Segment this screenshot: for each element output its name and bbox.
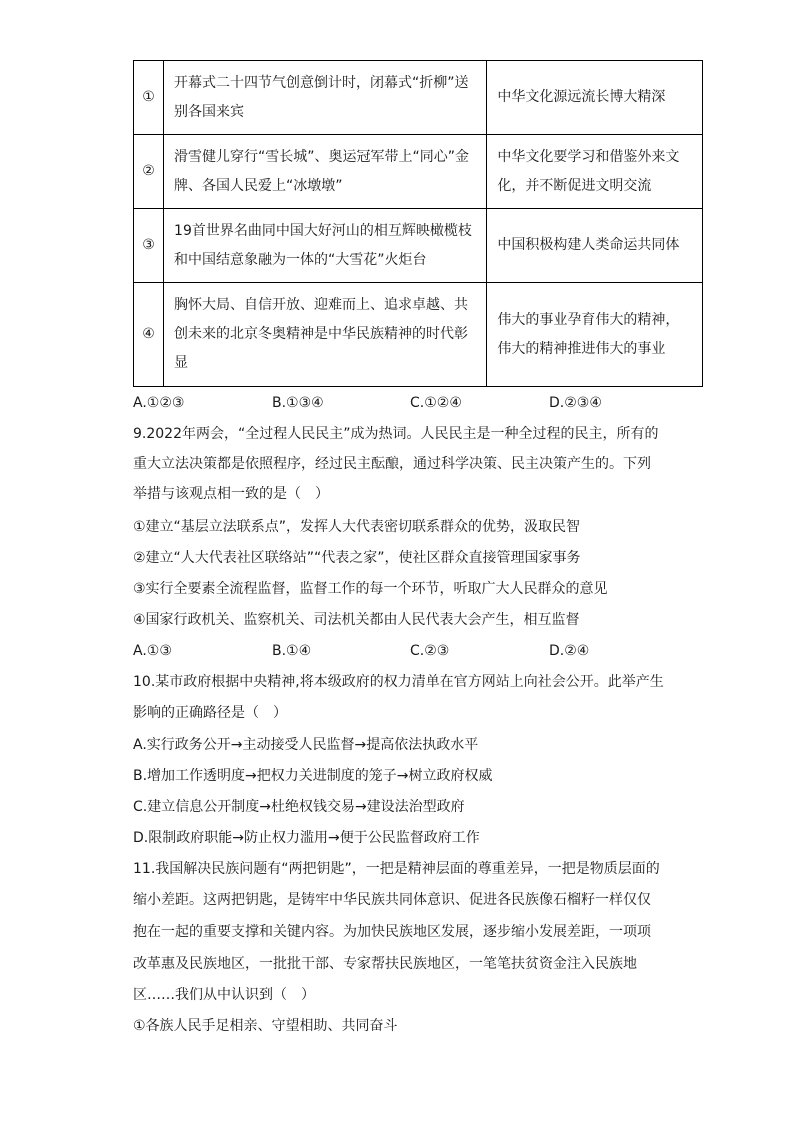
- question-11-stem: 抱在一起的重要支撑和关键内容。为加快民族地区发展，逐步缩小发展差距，一项项: [133, 924, 651, 940]
- question-9-statement: ③实行全要素全流程监督，监督工作的每一个环节，听取广大人民群众的意见: [133, 581, 608, 597]
- option-a[interactable]: A.实行政务公开→主动接受人民监督→提高依法执政水平: [133, 737, 479, 753]
- row-event: 胸怀大局、自信开放、迎难而上、追求卓越、共创未来的北京冬奥精神是中华民族精神的时代彰显: [164, 283, 487, 387]
- question-8-options: [133, 391, 713, 415]
- table-row: [134, 283, 703, 387]
- row-number: ④: [134, 283, 164, 387]
- question-11-stem: 缩小差距。这两把钥匙，是铸牢中华民族共同体意识、促进各民族像石榴籽一样仅仅: [133, 892, 651, 908]
- question-8-table: [133, 60, 703, 387]
- option-d[interactable]: D.②③④: [549, 395, 602, 411]
- row-event: 19首世界名曲同中国大好河山的相互辉映橄榄枝和中国结意象融为一体的“大雪花”火炬台: [164, 209, 487, 283]
- row-meaning: 中华文化要学习和借鉴外来文化，并不断促进文明交流: [487, 135, 703, 209]
- question-9-stem: 9.2022年两会，“全过程人民民主”成为热词。人民民主是一种全过程的民主，所有的: [133, 426, 659, 442]
- question-9-statement: ②建立“人大代表社区联络站”“代表之家”，使社区群众直接管理国家事务: [133, 550, 581, 566]
- row-meaning: 中国积极构建人类命运共同体: [487, 209, 703, 283]
- option-b[interactable]: B.增加工作透明度→把权力关进制度的笼子→树立政府权威: [133, 768, 493, 784]
- question-9-statement: ④国家行政机关、监察机关、司法机关都由人民代表大会产生，相互监督: [133, 612, 580, 628]
- option-b[interactable]: B.①③④: [272, 395, 324, 411]
- question-11-stem: 区……我们从中认识到（ ）: [133, 987, 315, 1003]
- option-c[interactable]: C.建立信息公开制度→杜绝权钱交易→建设法治型政府: [133, 799, 465, 815]
- question-10-stem: 10.某市政府根据中央精神,将本级政府的权力清单在官方网站上向社会公开。此举产生: [133, 674, 664, 690]
- option-c[interactable]: C.②③: [410, 643, 450, 659]
- option-a[interactable]: A.①②③: [133, 395, 185, 411]
- table-row: [134, 135, 703, 209]
- option-d[interactable]: D.②④: [549, 643, 590, 659]
- question-9-options: [133, 639, 713, 663]
- question-9-stem: 举措与该观点相一致的是（ ）: [133, 486, 329, 502]
- question-10-stem: 影响的正确路径是（ ）: [133, 705, 287, 721]
- question-9-statement: ①建立“基层立法联系点”，发挥人大代表密切联系群众的优势，汲取民智: [133, 519, 581, 535]
- question-11-stem: 改革惠及民族地区，一批批干部、专家帮扶民族地区，一笔笔扶贫资金注入民族地: [133, 956, 637, 972]
- table-row: [134, 209, 703, 283]
- option-d[interactable]: D.限制政府职能→防止权力滥用→便于公民监督政府工作: [133, 830, 480, 846]
- question-9-stem: 重大立法决策都是依照程序，经过民主酝酿，通过科学决策、民主决策产生的。下列: [133, 456, 651, 472]
- table-row: [134, 61, 703, 135]
- row-meaning: 中华文化源远流长博大精深: [487, 61, 703, 135]
- question-11-stem: 11.我国解决民族问题有“两把钥匙”，一把是精神层面的尊重差异，一把是物质层面的: [133, 861, 660, 877]
- row-event: 开幕式二十四节气创意倒计时，闭幕式“折柳”送别各国来宾: [164, 61, 487, 135]
- row-number: ②: [134, 135, 164, 209]
- option-b[interactable]: B.①④: [272, 643, 312, 659]
- row-event: 滑雪健儿穿行“雪长城”、奥运冠军带上“同心”金牌、各国人民爱上“冰墩墩”: [164, 135, 487, 209]
- row-number: ③: [134, 209, 164, 283]
- option-c[interactable]: C.①②④: [410, 395, 462, 411]
- option-a[interactable]: A.①③: [133, 643, 172, 659]
- row-number: ①: [134, 61, 164, 135]
- row-meaning: 伟大的事业孕育伟大的精神，伟大的精神推进伟大的事业: [487, 283, 703, 387]
- question-11-statement: ①各族人民手足相亲、守望相助、共同奋斗: [133, 1018, 398, 1034]
